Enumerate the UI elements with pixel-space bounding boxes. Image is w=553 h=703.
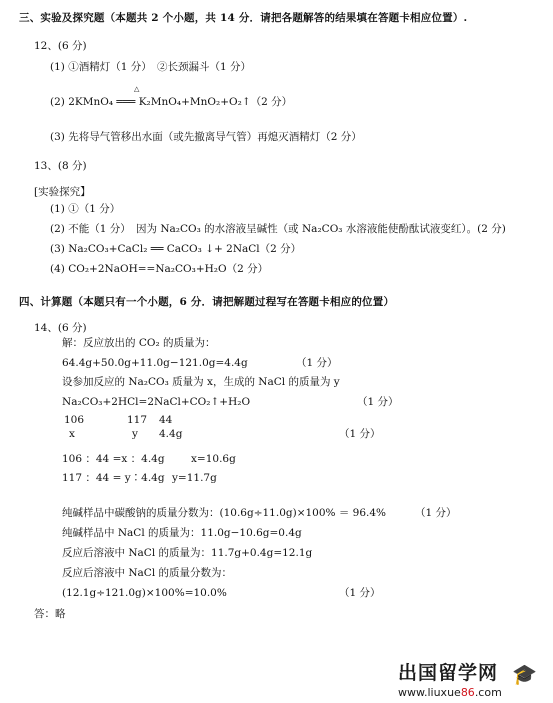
q13-experiment-heading: [实验探究】 <box>34 186 91 198</box>
q13-answer-3: (3) Na₂CO₃+CaCl₂ ══ CaCO₃ ↓+ 2NaCl（2 分） <box>50 243 302 255</box>
graduation-cap-icon: 🎓 <box>512 662 537 686</box>
ratio-bottom-x: x <box>69 428 75 440</box>
section-3-heading: 三、实验及探究题（本题共 2 个小题，共 14 分．请把各题解答的结果填在答题卡相应位置）. <box>19 12 468 24</box>
q12-answer-2: (2) 2KMnO₄ ═══ K₂MnO₄+MnO₂+O₂↑（2 分） <box>50 96 293 108</box>
ratio-top-nacl: 117 <box>127 414 148 426</box>
watermark-url-suffix: .com <box>474 686 502 699</box>
purity-score: （1 分） <box>415 507 457 519</box>
ratio-bottom-y: y <box>132 428 138 440</box>
ratio-score: （1 分） <box>339 428 381 440</box>
final-answer: 答：略 <box>34 608 66 620</box>
assumption-line: 设参加反应的 Na₂CO₃ 质量为 x，生成的 NaCl 的质量为 y <box>62 376 340 388</box>
q14-label: 14、(6 分) <box>34 322 87 334</box>
ratio-top-na2co3: 106 <box>64 414 85 426</box>
q13-label: 13、(8 分) <box>34 160 87 172</box>
q13-answer-1: (1) ①（1 分） <box>50 203 121 215</box>
solve-y-proportion: 117 ：44 = y∶4.4g <box>62 472 165 484</box>
heating-symbol: △ <box>134 85 140 93</box>
reaction-equation: Na₂CO₃+2HCl=2NaCl+CO₂↑+H₂O <box>62 396 251 408</box>
site-watermark <box>398 662 548 700</box>
ratio-bottom-co2: 4.4g <box>159 428 183 440</box>
fraction-score: （1 分） <box>339 587 381 599</box>
watermark-url-number: 86 <box>460 686 475 699</box>
watermark-site-name: 出国留学网 <box>398 662 499 684</box>
purity-line: 纯碱样品中碳酸钠的质量分数为：(10.6g÷11.0g)×100% ＝ 96.4% <box>62 507 387 519</box>
ratio-top-co2: 44 <box>159 414 173 426</box>
watermark-url <box>398 686 502 699</box>
fraction-calc: (12.1g÷121.0g)×100%=10.0% <box>62 587 227 599</box>
q12-answer-1: (1) ①酒精灯（1 分） ②长颈漏斗（1 分） <box>50 61 251 73</box>
solve-x-proportion: 106 ：44 =x ：4.4g <box>62 453 165 465</box>
q13-answer-4: (4) CO₂+2NaOH==Na₂CO₃+H₂O（2 分） <box>50 263 269 275</box>
solve-y-result: y=11.7g <box>172 472 217 484</box>
q13-answer-2: (2) 不能（1 分） 因为 Na₂CO₃ 的水溶液呈碱性（或 Na₂CO₃ 水溶液能使酚酞试液变红）。(2 分) <box>50 223 506 235</box>
fraction-intro: 反应后溶液中 NaCl 的质量分数为： <box>62 567 233 579</box>
nacl-in-sample: 纯碱样品中 NaCl 的质量为：11.0g−10.6g=0.4g <box>62 527 302 539</box>
reaction-equation-score: （1 分） <box>357 396 399 408</box>
section-4-heading: 四、计算题（本题只有一个小题，6 分．请把解题过程写在答题卡相应的位置） <box>19 296 395 308</box>
q12-answer-3: (3) 先将导气管移出水面（或先撤离导气管）再熄灭酒精灯（2 分） <box>50 131 362 143</box>
nacl-after-reaction: 反应后溶液中 NaCl 的质量为：11.7g+0.4g=12.1g <box>62 547 313 559</box>
q14-intro: 解：反应放出的 CO₂ 的质量为： <box>62 337 216 349</box>
co2-mass-calc: 64.4g+50.0g+11.0g−121.0g=4.4g <box>62 357 248 369</box>
q12-label: 12、(6 分) <box>34 40 87 52</box>
solve-x-result: x=10.6g <box>191 453 236 465</box>
co2-mass-score: （1 分） <box>296 357 338 369</box>
watermark-url-prefix: www.liuxue <box>398 686 461 699</box>
